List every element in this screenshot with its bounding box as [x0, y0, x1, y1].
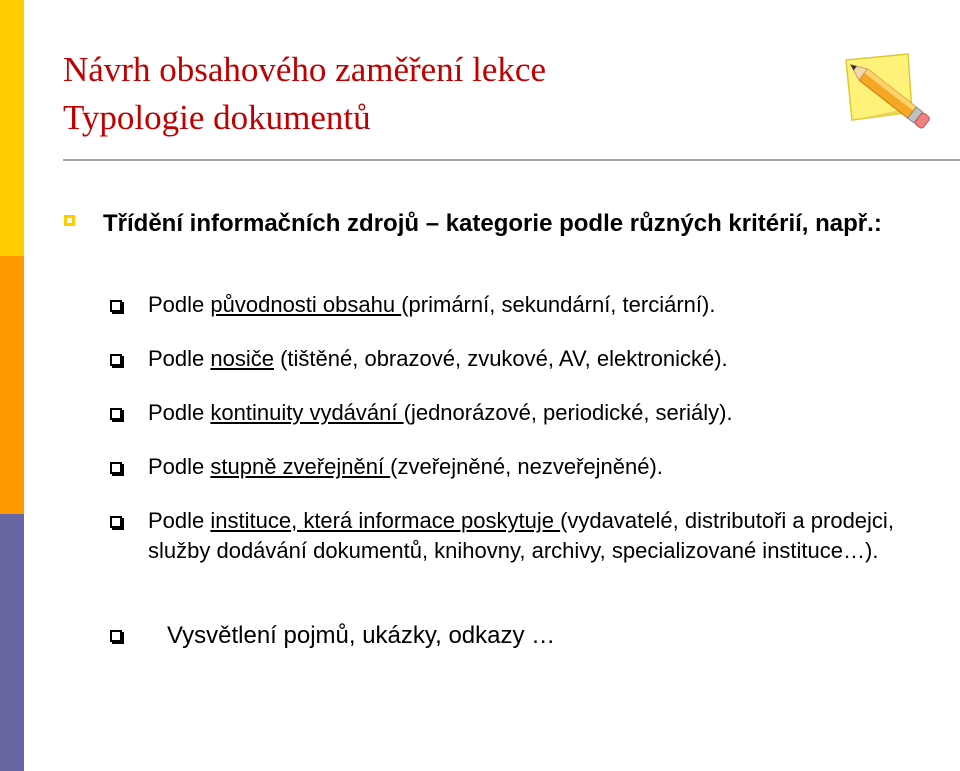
title-line-1: Návrh obsahového zaměření lekce — [63, 50, 546, 89]
item-rest: (jednorázové, periodické, seriály). — [403, 400, 733, 425]
main-bullet-text: Třídění informačních zdrojů – kategorie podle různých kritérií, např.: — [103, 210, 882, 237]
checkbox-bullet-icon — [110, 516, 122, 528]
item-term: stupně zveřejnění — [210, 454, 391, 479]
item-rest: (zveřejněné, nezveřejněné). — [390, 454, 663, 479]
title-divider — [63, 159, 960, 161]
accent-bar-top — [0, 0, 24, 256]
item-term: původnosti obsahu — [210, 292, 402, 317]
item-prefix: Podle — [148, 508, 211, 533]
item-term: kontinuity vydávání — [210, 400, 404, 425]
accent-bar-middle — [0, 256, 24, 514]
item-prefix: Podle — [148, 292, 211, 317]
checkbox-bullet-icon — [110, 408, 122, 420]
checkbox-bullet-icon — [110, 300, 122, 312]
checkbox-bullet-icon — [110, 354, 122, 366]
item-term: instituce, která informace poskytuje — [210, 508, 561, 533]
sticky-note-pencil-icon — [838, 50, 934, 142]
last-item-text: Vysvětlení pojmů, ukázky, odkazy … — [167, 622, 556, 649]
title-line-2: Typologie dokumentů — [63, 98, 371, 137]
slide-title — [63, 46, 546, 142]
checkbox-bullet-icon — [110, 630, 122, 642]
item-rest: (vydavatelé, distributoři a prodejci, služby dodávání dokumentů, knihovny, archivy, specializované instituce…). — [148, 508, 894, 563]
item-prefix: Podle — [148, 400, 211, 425]
accent-bar-bottom — [0, 514, 24, 771]
item-term: nosiče — [210, 346, 274, 371]
bullet-square-icon — [64, 215, 75, 226]
item-prefix: Podle — [148, 454, 211, 479]
item-rest: (primární, sekundární, terciární). — [401, 292, 716, 317]
item-prefix: Podle — [148, 346, 211, 371]
checkbox-bullet-icon — [110, 462, 122, 474]
item-rest: (tištěné, obrazové, zvukové, AV, elektronické). — [273, 346, 728, 371]
